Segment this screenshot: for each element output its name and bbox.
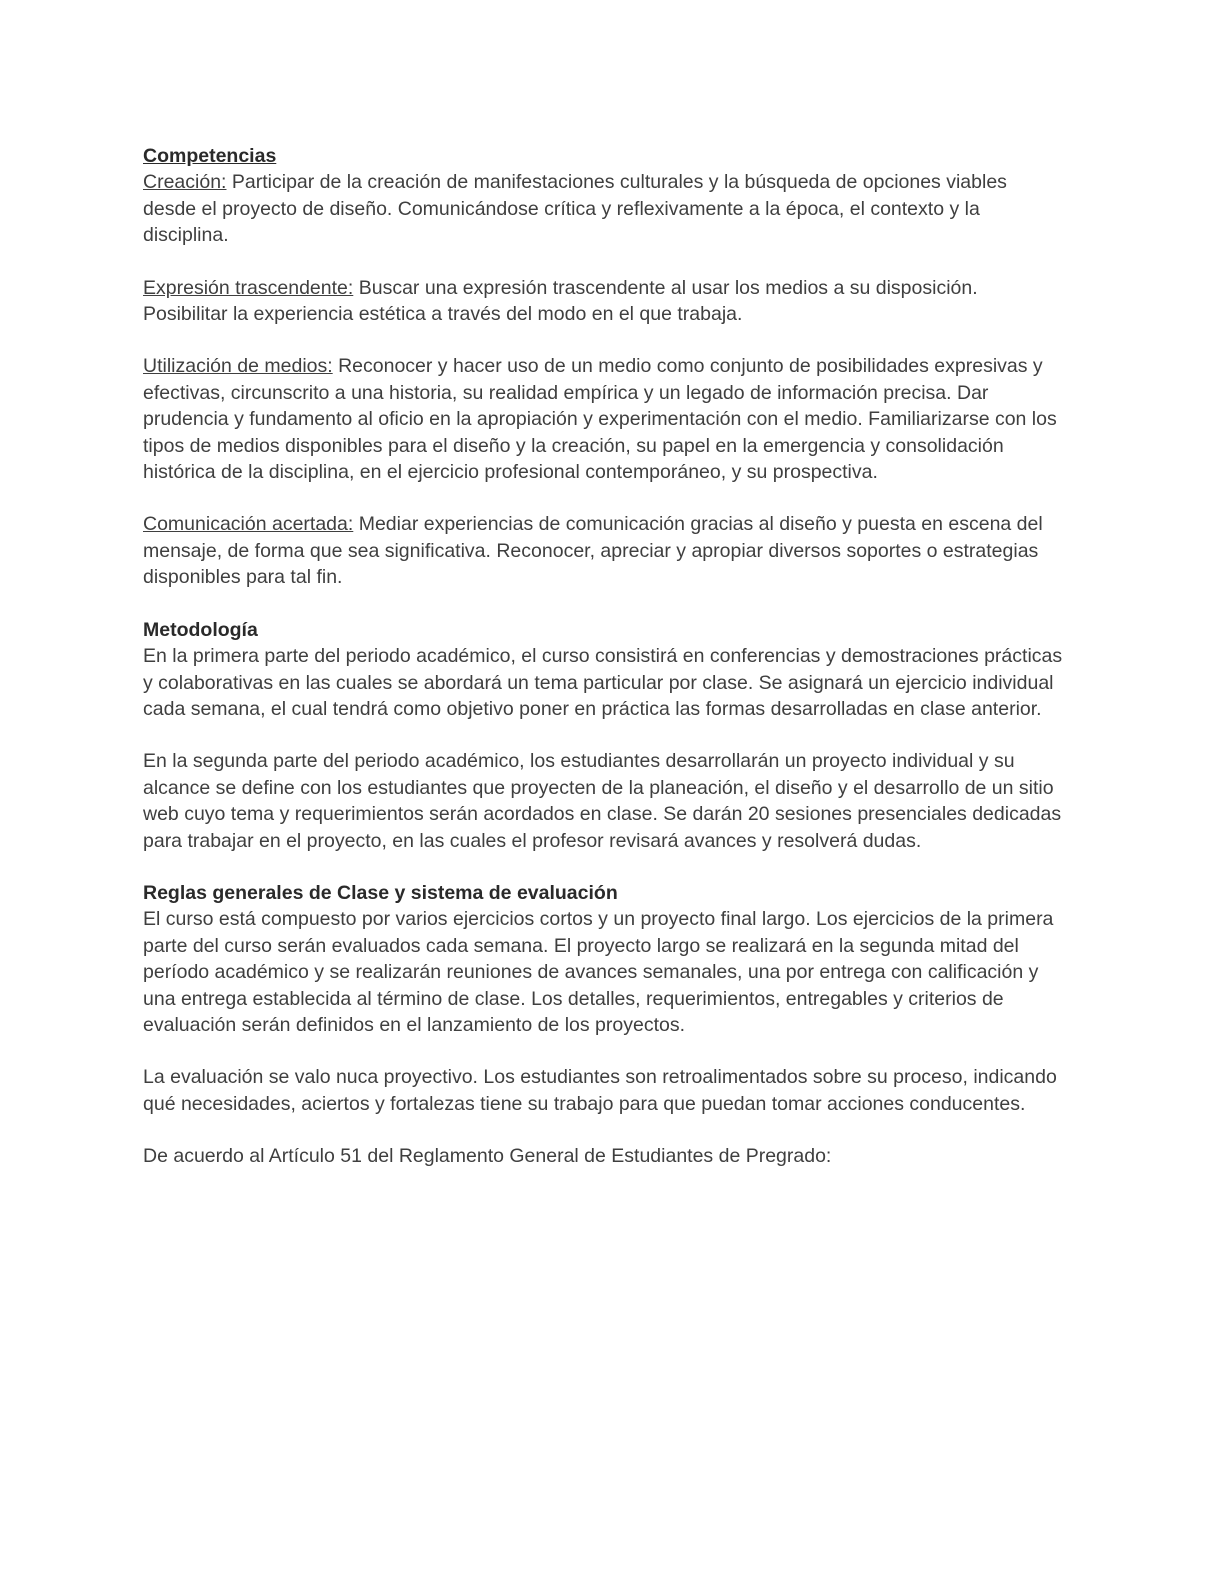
section-heading: Metodología: [143, 618, 258, 641]
paragraph-lead: Creación:: [143, 171, 227, 194]
document-page: [143, 143, 1063, 1196]
paragraph-lead: Utilización de medios:: [143, 355, 333, 378]
paragraph: En la primera parte del periodo académico, el curso consistirá en conferencias y demostraciones prácticas y colaborativas en las cuales se abordará un tema particular por clase. Se asignará un ejercicio individual cada semana, el cual tendrá como objetivo poner en práctica las formas desarrolladas en clase anterior.: [143, 645, 1063, 720]
paragraph-lead: Comunicación acertada:: [143, 513, 354, 536]
section-heading: Competencias: [143, 145, 277, 167]
section-heading: Reglas generales de Clase y sistema de evaluación: [143, 881, 618, 904]
paragraph: En la segunda parte del periodo académico, los estudiantes desarrollarán un proyecto individual y su alcance se define con los estudiantes que proyecten de la planeación, el diseño y el desarrollo de un sitio web cuyo tema y requerimientos serán acordados en clase. Se darán 20 sesiones presenciales dedicadas para trabajar en el proyecto, en las cuales el profesor revisará avances y resolverá dudas.: [143, 750, 1062, 852]
paragraph: [143, 275, 1063, 328]
paragraph-text: Mediar experiencias de comunicación gracias al diseño y puesta en escena del mensaje, de forma que sea significativa. Reconocer, apreciar y apropiar diversos soportes o estrategias disponibles para tal fin.: [143, 513, 1043, 589]
section-reglas: [143, 880, 1063, 1170]
paragraph-text: Participar de la creación de manifestaciones culturales y la búsqueda de opciones viables desde el proyecto de diseño. Comunicándose crítica y reflexivamente a la época, el contexto y la disciplina.: [143, 171, 1007, 247]
paragraph-text: Reconocer y hacer uso de un medio como conjunto de posibilidades expresivas y efectivas, circunscrito a una historia, su realidad empírica y un legado de información precisa. Dar prudencia y fundamento al oficio en la apropiación y experimentación con el medio. Familiarizarse con los tipos de medios disponibles para el diseño y la creación, su papel en la emergencia y consolidación histórica de la disciplina, en el ejercicio profesional contemporáneo, y su prospectiva.: [143, 355, 1057, 484]
paragraph: El curso está compuesto por varios ejercicios cortos y un proyecto final largo. Los ejercicios de la primera parte del curso serán evaluados cada semana. El proyecto largo se realizará en la segunda mitad del período académico y se realizarán reuniones de avances semanales, una por entrega con calificación y una entrega establecida al término de clase. Los detalles, requerimientos, entregables y criterios de evaluación serán definidos en el lanzamiento de los proyectos.: [143, 908, 1054, 1036]
paragraph: [143, 169, 1063, 248]
section-metodologia: [143, 617, 1063, 854]
paragraph: [143, 353, 1063, 485]
paragraph: [143, 511, 1063, 590]
paragraph: De acuerdo al Artículo 51 del Reglamento General de Estudiantes de Pregrado:: [143, 1145, 832, 1168]
paragraph: La evaluación se valo nuca proyectivo. Los estudiantes son retroalimentados sobre su proceso, indicando qué necesidades, aciertos y fortalezas tiene su trabajo para que puedan tomar acciones conducentes.: [143, 1066, 1057, 1115]
section-competencias: [143, 143, 1063, 591]
paragraph-text: Buscar una expresión trascendente al usar los medios a su disposición. Posibilitar la experiencia estética a través del modo en el que trabaja.: [143, 276, 978, 326]
paragraph-lead: Expresión trascendente:: [143, 276, 354, 299]
